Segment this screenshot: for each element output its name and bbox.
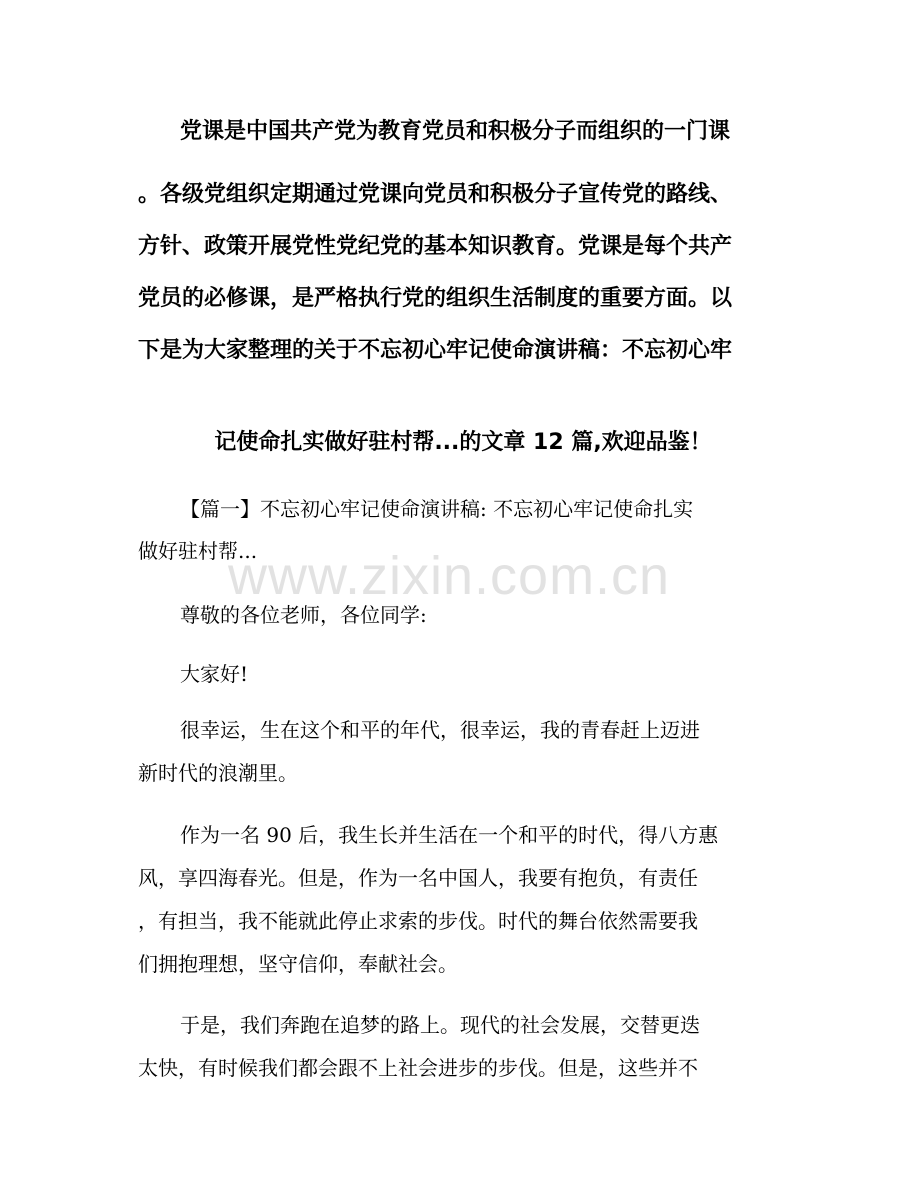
paragraph-3-line-2: 太快，有时候我们都会跟不上社会进步的步伐。但是，这些并不 (138, 1056, 698, 1080)
intro-line-3: 方针、政策开展党性党纪党的基本知识教育。党课是每个共产 (138, 234, 733, 259)
intro-line-2: 。各级党组织定期通过党课向党员和积极分子宣传党的路线、 (138, 182, 733, 207)
paragraph-2-line-1: 作为一名 90 后，我生长并生活在一个和平的时代，得八方惠 (180, 823, 719, 847)
paragraph-1-line-1: 很幸运，生在这个和平的年代，很幸运，我的青春赶上迈进 (180, 718, 700, 742)
paragraph-2-line-4: 们拥抱理想，坚守信仰，奉献社会。 (138, 952, 458, 976)
intro-line-5: 下是为大家整理的关于不忘初心牢记使命演讲稿：不忘初心牢 (138, 338, 733, 363)
article-heading-line-1: 【篇一】不忘初心牢记使命演讲稿: 不忘初心牢记使命扎实 (180, 497, 694, 521)
article-heading-line-2: 做好驻村帮... (138, 539, 258, 563)
intro-line-6: 记使命扎实做好驻村帮...的文章 12 篇,欢迎品鉴！ (214, 430, 712, 455)
paragraph-2-line-2: 风，享四海春光。但是，作为一名中国人，我要有抱负，有责任 (138, 866, 698, 890)
paragraph-3-line-1: 于是，我们奔跑在追梦的路上。现代的社会发展，交替更迭 (180, 1013, 700, 1037)
paragraph-2-line-3: ，有担当，我不能就此停止求索的步伐。时代的舞台依然需要我 (138, 909, 698, 933)
intro-line-1: 党课是中国共产党为教育党员和积极分子而组织的一门课 (180, 119, 731, 144)
greeting: 大家好! (180, 662, 249, 686)
paragraph-1-line-2: 新时代的浪潮里。 (138, 761, 298, 785)
salutation: 尊敬的各位老师，各位同学: (180, 603, 427, 627)
watermark: www.zixin.com.cn (228, 546, 671, 606)
intro-line-4: 党员的必修课，是严格执行党的组织生活制度的重要方面。以 (138, 286, 733, 311)
